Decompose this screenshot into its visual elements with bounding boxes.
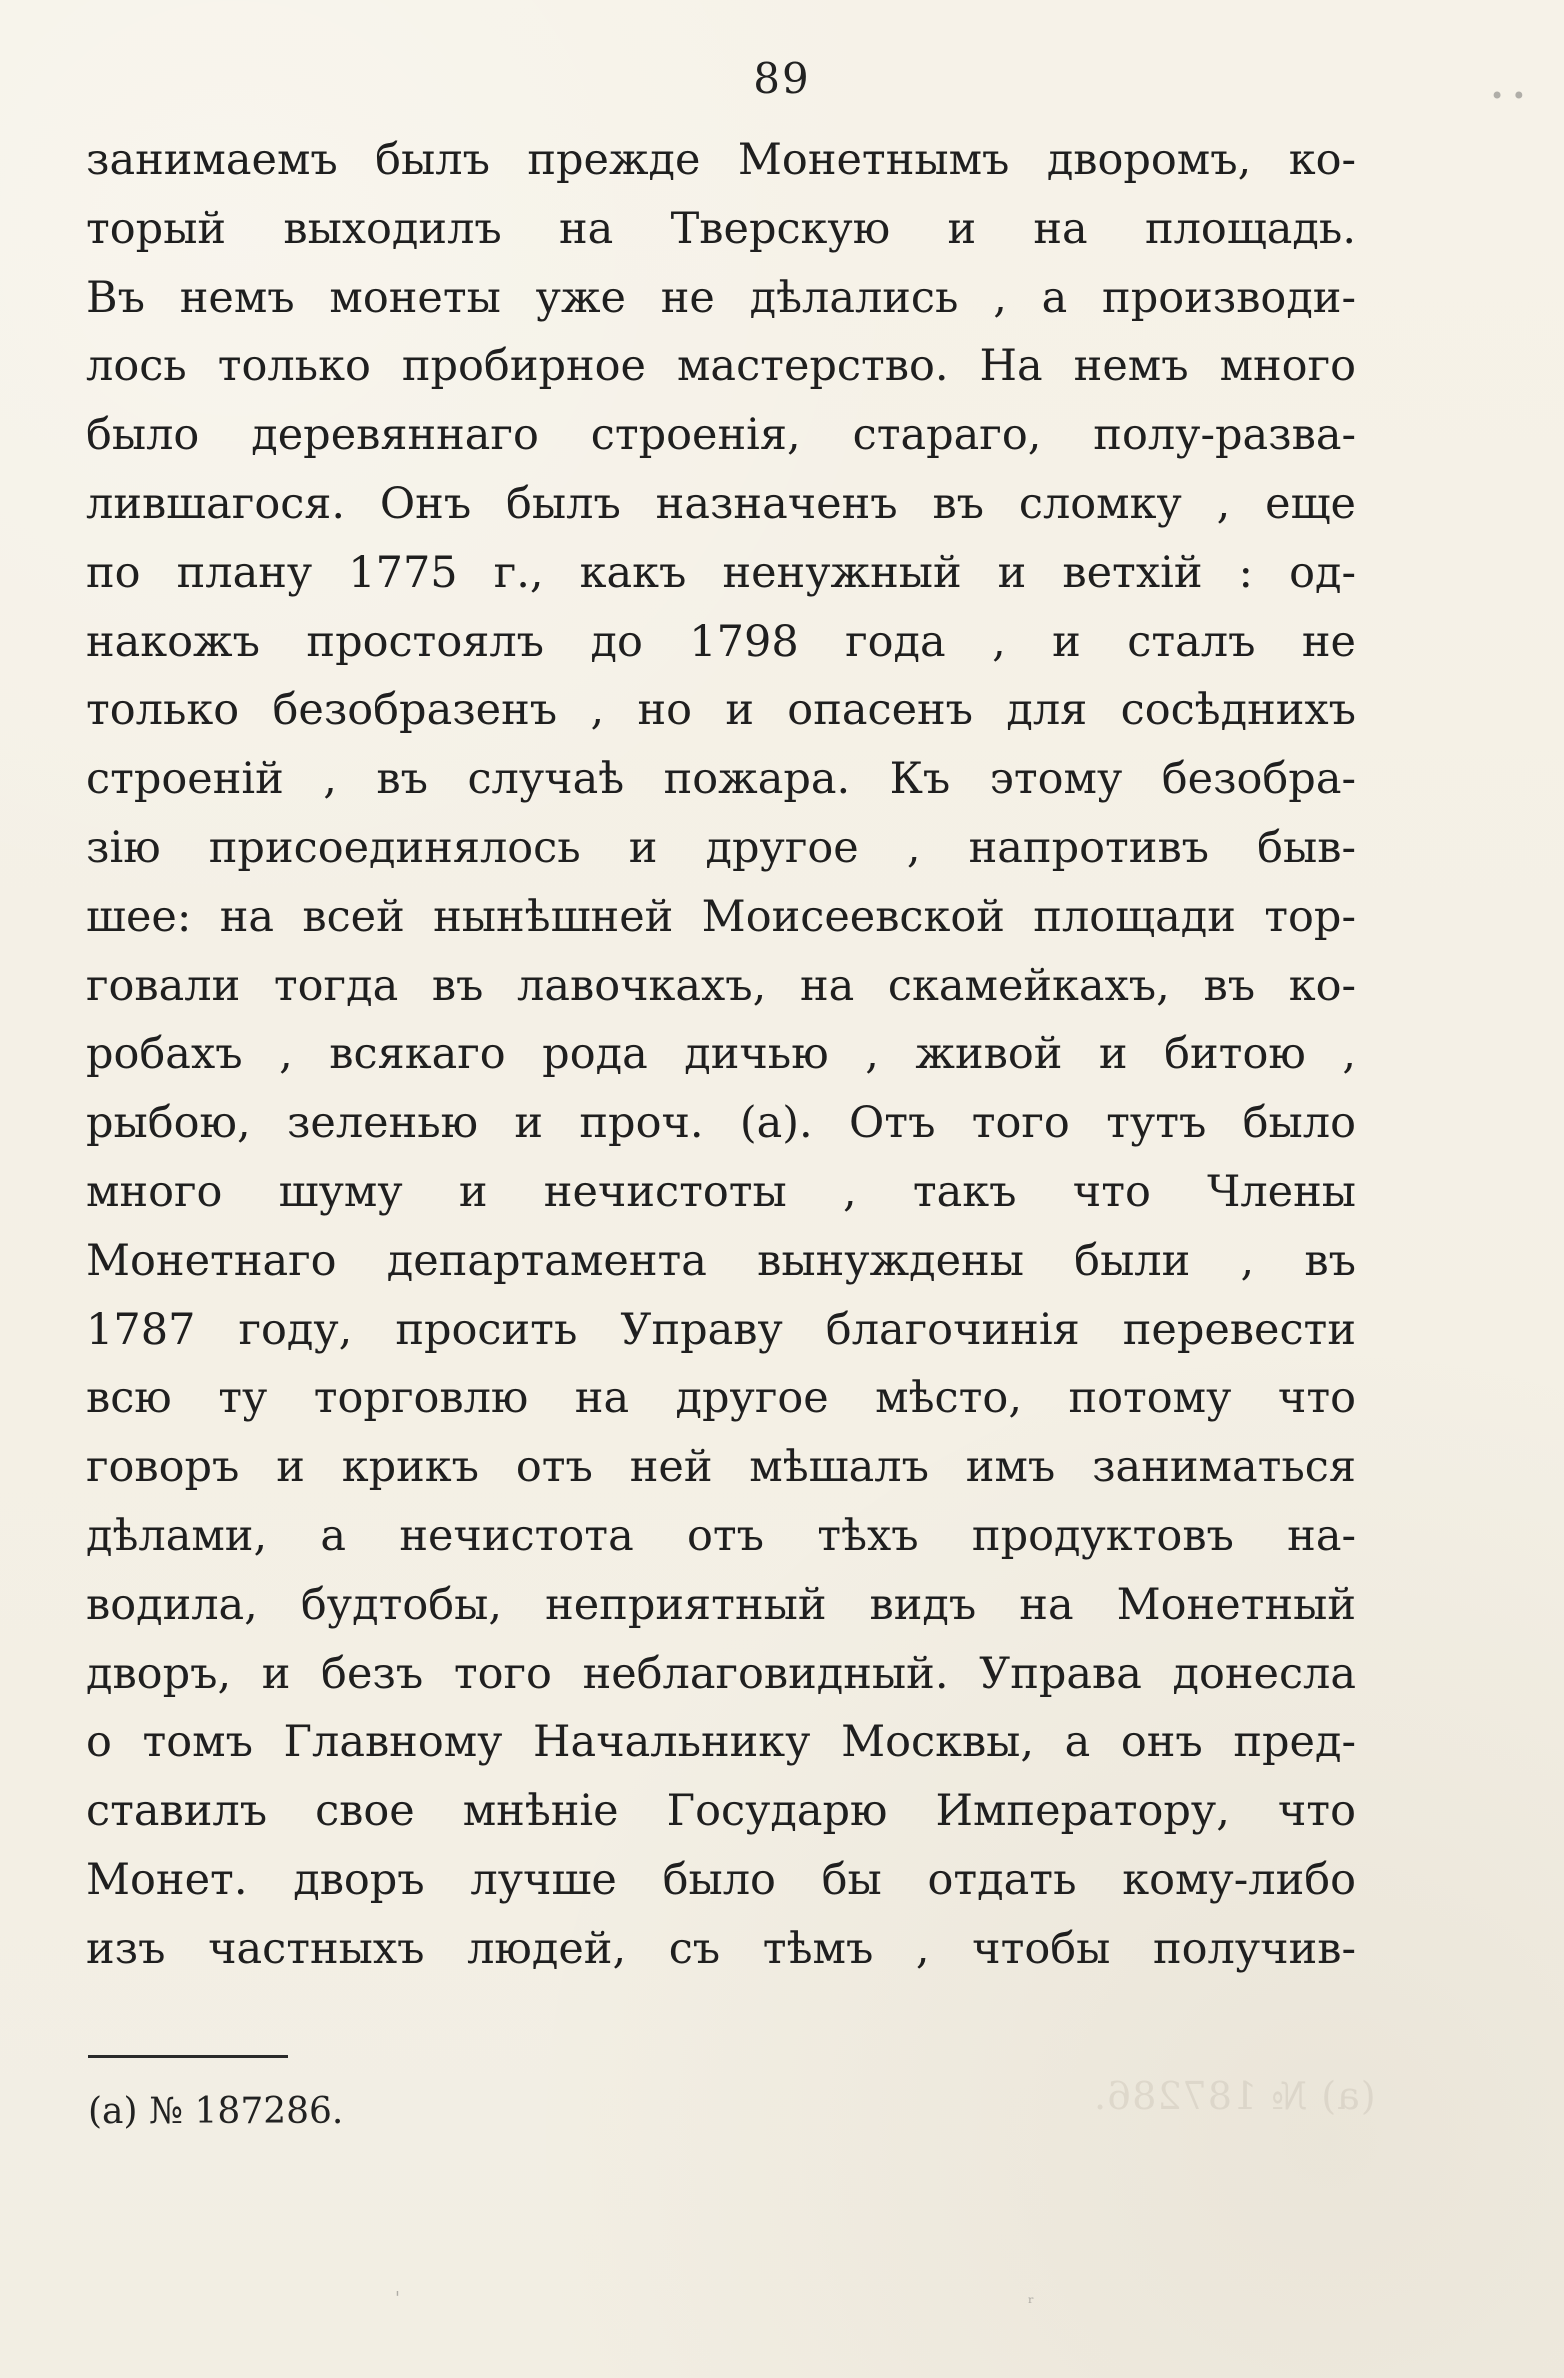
text-line-10: строеній , въ случаѣ пожара. Къ этому безобра- — [86, 754, 1356, 805]
text-line-5: было деревяннаго строенія, стараго, полу-разва- — [86, 410, 1356, 461]
text-line-16: много шуму и нечистоты , такъ что Члены — [86, 1166, 1356, 1217]
text-line-8: накожъ простоялъ до 1798 года , и сталъ не — [86, 616, 1356, 667]
text-line-18: 1787 году, просить Управу благочинія перевести — [86, 1304, 1356, 1355]
text-line-25: ставилъ свое мнѣніе Государю Императору, что — [86, 1786, 1356, 1837]
print-speck-top-right: • • — [1490, 82, 1526, 110]
text-line-12: шее: на всей нынѣшней Моисеевской площади тор- — [86, 891, 1356, 942]
text-line-26: Монет. дворъ лучше было бы отдать кому-либо — [86, 1854, 1356, 1905]
text-line-24: о томъ Главному Начальнику Москвы, а онъ пред- — [86, 1717, 1356, 1768]
print-speck-bottom-left: ' — [395, 2288, 400, 2309]
text-line-2: торый выходилъ на Тверскую и на площадь. — [86, 203, 1356, 254]
text-line-4: лось только пробирное мастерство. На немъ много — [86, 341, 1356, 392]
text-line-27: изъ частныхъ людей, съ тѣмъ , чтобы получив- — [86, 1923, 1356, 1974]
text-line-1: занимаемъ былъ прежде Монетнымъ дворомъ, ко- — [86, 135, 1356, 185]
bleed-through-text: (а) № 187286. — [1093, 2074, 1376, 2118]
text-line-14: робахъ , всякаго рода дичью , живой и битою , — [86, 1029, 1356, 1080]
text-line-20: говоръ и крикъ отъ ней мѣшалъ имъ заниматься — [86, 1442, 1356, 1493]
page-number: 89 — [753, 54, 811, 103]
footnote-text: (а) № 187286. — [88, 2091, 344, 2132]
text-line-13: говали тогда въ лавочкахъ, на скамейкахъ, въ ко- — [86, 960, 1356, 1011]
text-line-3: Въ немъ монеты уже не дѣлались , а производи- — [86, 272, 1356, 323]
text-line-23: дворъ, и безъ того неблаговидный. Управа донесла — [86, 1648, 1356, 1699]
text-line-7: по плану 1775 г., какъ ненужный и ветхій : од- — [86, 547, 1356, 598]
text-line-9: только безобразенъ , но и опасенъ для сосѣднихъ — [86, 685, 1356, 736]
text-line-11: зію присоединялось и другое , напротивъ быв- — [86, 822, 1356, 873]
text-line-15: рыбою, зеленью и проч. (а). Отъ того тутъ было — [86, 1098, 1356, 1149]
text-line-6: лившагося. Онъ былъ назначенъ въ сломку , еще — [86, 478, 1356, 529]
main-body-text — [86, 126, 1356, 1984]
text-line-17: Монетнаго департамента вынуждены были , въ — [86, 1235, 1356, 1286]
text-line-21: дѣлами, а нечистота отъ тѣхъ продуктовъ на- — [86, 1510, 1356, 1561]
text-line-22: водила, будтобы, неприятный видъ на Монетный — [86, 1579, 1356, 1630]
text-line-19: всю ту торговлю на другое мѣсто, потому что — [86, 1373, 1356, 1424]
footnote-separator — [88, 2055, 288, 2058]
print-speck-bottom-right: ʳ — [1028, 2293, 1035, 2314]
